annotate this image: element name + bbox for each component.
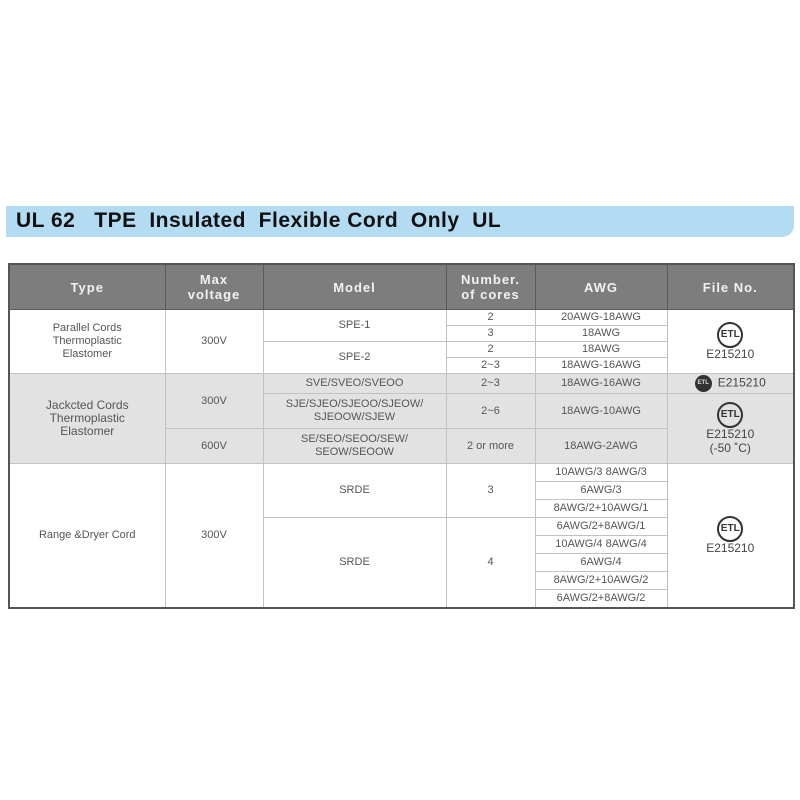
spec-table — [8, 263, 795, 609]
model-cell: SRDE — [263, 518, 446, 609]
table-row — [9, 464, 794, 482]
file-no-cell: ETL E215210 (-50 ˚C) — [667, 394, 794, 464]
voltage-cell: 300V — [165, 464, 263, 609]
file-no-cell: ETL E215210 — [667, 464, 794, 609]
awg-cell: 6AWG/2+8AWG/1 — [535, 518, 667, 536]
model-cell: SPE-2 — [263, 342, 446, 374]
type-cell: Jackcted Cords Thermoplastic Elastomer — [9, 374, 165, 464]
awg-cell: 18AWG — [535, 326, 667, 342]
page-title: UL 62 TPE Insulated Flexible Cord Only UL — [16, 209, 502, 232]
cores-cell: 4 — [446, 518, 535, 609]
awg-cell: 8AWG/2+10AWG/2 — [535, 572, 667, 590]
awg-cell: 6AWG/3 — [535, 482, 667, 500]
header-max-voltage: Max voltage — [165, 264, 263, 310]
awg-cell: 6AWG/2+8AWG/2 — [535, 590, 667, 609]
type-cell: Parallel Cords Thermoplastic Elastomer — [9, 310, 165, 374]
awg-cell: 18AWG — [535, 342, 667, 358]
cores-cell: 2~3 — [446, 374, 535, 394]
header-model: Model — [263, 264, 446, 310]
cores-cell: 2 — [446, 342, 535, 358]
voltage-cell: 300V — [165, 310, 263, 374]
model-cell: SRDE — [263, 464, 446, 518]
model-cell: SPE-1 — [263, 310, 446, 342]
voltage-cell: 600V — [165, 429, 263, 464]
header-cores: Number. of cores — [446, 264, 535, 310]
awg-cell: 20AWG-18AWG — [535, 310, 667, 326]
awg-cell: 18AWG-2AWG — [535, 429, 667, 464]
awg-cell: 10AWG/4 8AWG/4 — [535, 536, 667, 554]
awg-cell: 6AWG/4 — [535, 554, 667, 572]
title-banner — [6, 206, 794, 237]
awg-cell: 18AWG-16AWG — [535, 358, 667, 374]
file-no-cell: ETL E215210 — [667, 310, 794, 374]
model-cell: SVE/SVEO/SVEOO — [263, 374, 446, 394]
file-no-cell: ETL E215210 — [667, 374, 794, 394]
table-row — [9, 310, 794, 326]
cores-cell: 2~3 — [446, 358, 535, 374]
cores-cell: 2 or more — [446, 429, 535, 464]
etl-listed-icon: ETL — [717, 322, 743, 348]
voltage-cell: 300V — [165, 374, 263, 429]
header-awg: AWG — [535, 264, 667, 310]
awg-cell: 18AWG-16AWG — [535, 374, 667, 394]
header-type: Type — [9, 264, 165, 310]
cores-cell: 2 — [446, 310, 535, 326]
type-cell: Range &Dryer Cord — [9, 464, 165, 609]
etl-listed-icon: ETL — [717, 516, 743, 542]
awg-cell: 18AWG-10AWG — [535, 394, 667, 429]
table-row — [9, 374, 794, 394]
awg-cell: 8AWG/2+10AWG/1 — [535, 500, 667, 518]
awg-cell: 10AWG/3 8AWG/3 — [535, 464, 667, 482]
cores-cell: 3 — [446, 326, 535, 342]
model-cell: SJE/SJEO/SJEOO/SJEOW/ SJEOOW/SJEW — [263, 394, 446, 429]
etl-listed-icon: ETL — [717, 402, 743, 428]
header-file-no: File No. — [667, 264, 794, 310]
header-row — [9, 264, 794, 310]
model-cell: SE/SEO/SEOO/SEW/ SEOW/SEOOW — [263, 429, 446, 464]
cores-cell: 3 — [446, 464, 535, 518]
cores-cell: 2~6 — [446, 394, 535, 429]
etl-listed-icon: ETL — [695, 375, 712, 392]
